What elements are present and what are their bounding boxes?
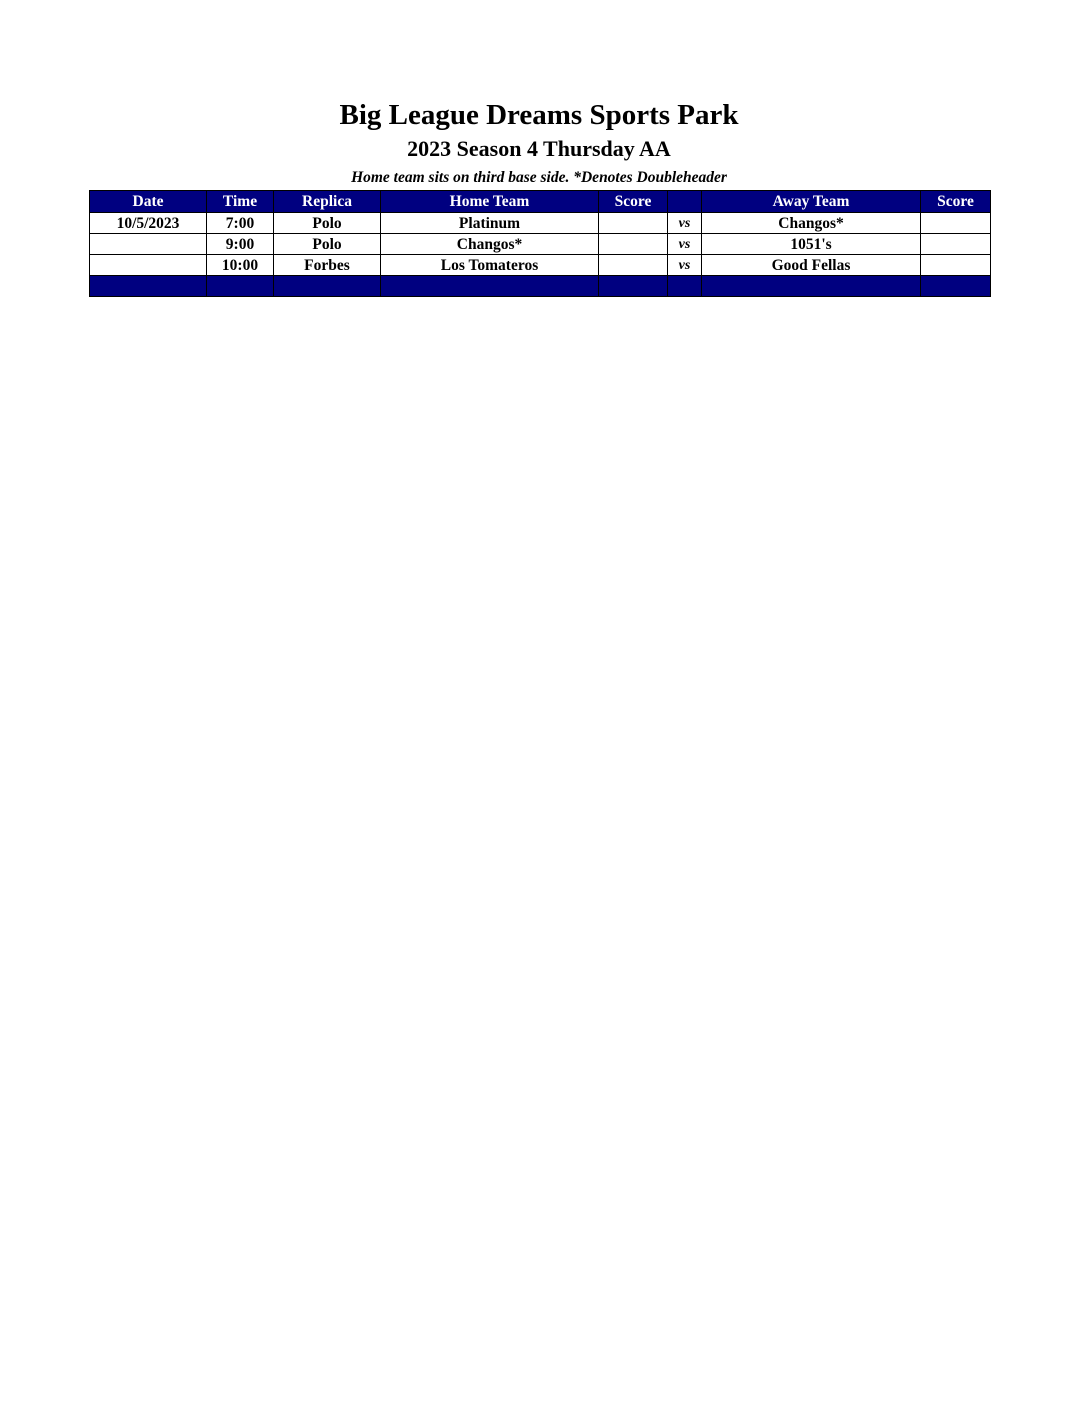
page-title: Big League Dreams Sports Park	[339, 99, 739, 131]
footer-cell	[90, 276, 207, 297]
cell-home-team: Platinum	[381, 213, 599, 234]
table-row	[90, 234, 991, 255]
cell-home-team: Los Tomateros	[381, 255, 599, 276]
cell-away-score	[921, 213, 991, 234]
cell-away-team: 1051's	[702, 234, 921, 255]
cell-date	[90, 234, 207, 255]
footer-cell	[702, 276, 921, 297]
cell-home-score	[599, 213, 668, 234]
cell-home-score	[599, 255, 668, 276]
footer-cell	[207, 276, 274, 297]
cell-replica: Polo	[274, 213, 381, 234]
footer-cell	[921, 276, 991, 297]
cell-away-team: Good Fellas	[702, 255, 921, 276]
header-replica: Replica	[274, 191, 381, 213]
cell-time: 7:00	[207, 213, 274, 234]
cell-vs: vs	[668, 234, 702, 255]
cell-date: 10/5/2023	[90, 213, 207, 234]
schedule-note: Home team sits on third base side. *Denotes Doubleheader	[351, 169, 727, 186]
footer-cell	[381, 276, 599, 297]
header-vs	[668, 191, 702, 213]
schedule-table	[89, 190, 991, 297]
header-time: Time	[207, 191, 274, 213]
cell-replica: Forbes	[274, 255, 381, 276]
header-away-score: Score	[921, 191, 991, 213]
header-date: Date	[90, 191, 207, 213]
header-home-team: Home Team	[381, 191, 599, 213]
table-row	[90, 213, 991, 234]
cell-vs: vs	[668, 213, 702, 234]
footer-cell	[274, 276, 381, 297]
page-subtitle: 2023 Season 4 Thursday AA	[407, 136, 671, 161]
header-away-team: Away Team	[702, 191, 921, 213]
cell-home-score	[599, 234, 668, 255]
footer-cell	[668, 276, 702, 297]
cell-date	[90, 255, 207, 276]
cell-vs: vs	[668, 255, 702, 276]
table-row	[90, 255, 991, 276]
header-row	[90, 191, 991, 213]
table-footer-bar	[90, 276, 991, 297]
cell-away-score	[921, 234, 991, 255]
cell-replica: Polo	[274, 234, 381, 255]
header-home-score: Score	[599, 191, 668, 213]
cell-away-team: Changos*	[702, 213, 921, 234]
cell-home-team: Changos*	[381, 234, 599, 255]
cell-time: 10:00	[207, 255, 274, 276]
footer-cell	[599, 276, 668, 297]
cell-away-score	[921, 255, 991, 276]
cell-time: 9:00	[207, 234, 274, 255]
